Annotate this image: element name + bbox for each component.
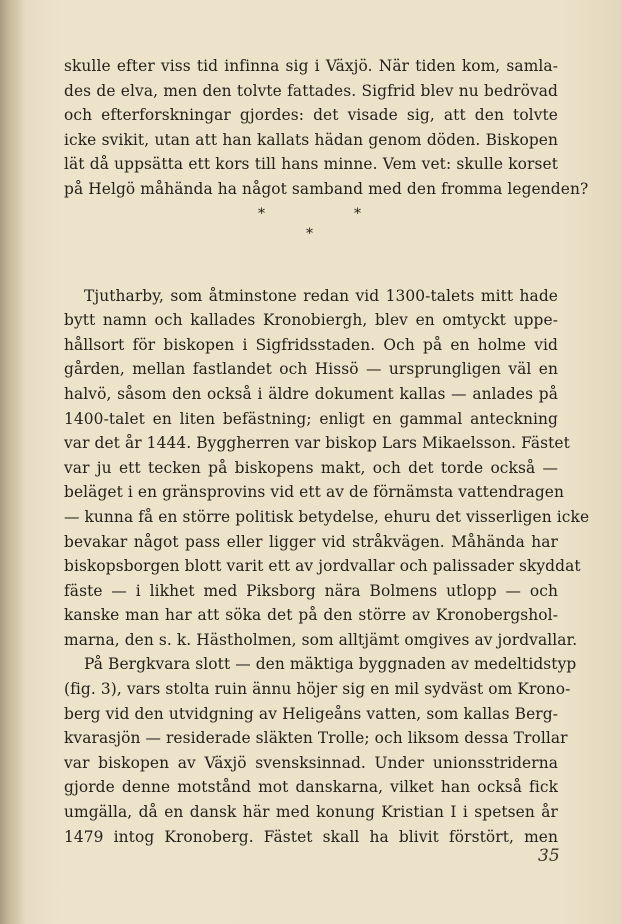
text-line: biskopsborgen blott varit ett av jordvallar och palissader skyddat <box>64 557 581 576</box>
paragraph-2 <box>64 284 590 653</box>
text-line: (fig. 3), vars stolta ruin ännu höjer sig en mil sydväst om Krono- <box>64 680 571 699</box>
separator-star: * <box>354 205 361 222</box>
text-line: hållsort för biskopen i Sigfridsstaden. Och på en holme vid <box>64 335 558 354</box>
text-line: halvö, såsom den också i äldre dokument kallas — anlades på <box>64 384 558 403</box>
text-line: icke svikit, utan att han kallats hädan genom döden. Biskopen <box>64 130 558 149</box>
text-line: 1400-talet en liten befästning; enligt en gammal anteckning <box>64 409 558 428</box>
section-separator <box>64 202 558 226</box>
separator-star: * <box>258 205 265 222</box>
text-line: beläget i en gränsprovins vid ett av de förnämsta vattendragen <box>64 483 565 502</box>
text-line: bytt namn och kallades Kronobiergh, blev en omtyckt uppe- <box>64 311 558 330</box>
text-line: och efterforskningar gjordes: det visade sig, att den tolvte <box>64 106 558 125</box>
page-gutter-shadow <box>0 0 26 924</box>
text-line: Tjutharby, som åtminstone redan vid 1300-talets mitt hade <box>84 286 558 305</box>
text-line: umgälla, då en dansk här med konung Kristian I i spetsen år <box>64 803 558 822</box>
text-line: 1479 intog Kronoberg. Fästet skall ha blivit förstört, men <box>64 827 558 846</box>
paragraph-1 <box>64 54 589 202</box>
text-line: skulle efter viss tid infinna sig i Växjö. När tiden kom, samla- <box>64 57 558 75</box>
text-line: des de elva, men den tolvte fattades. Sigfrid blev nu bedrövad <box>64 81 558 100</box>
separator-star: * <box>306 225 313 242</box>
text-line: kvarasjön — residerade släkten Trolle; och liksom dessa Trollar <box>64 729 568 748</box>
body-text <box>64 54 590 849</box>
text-line: var ju ett tecken på biskopens makt, och det torde också — <box>64 458 558 477</box>
text-line: var biskopen av Växjö svensksinnad. Under unionsstriderna <box>64 753 558 772</box>
text-line: gården, mellan fastlandet och Hissö — ursprungligen väl en <box>64 360 558 379</box>
text-line: fäste — i likhet med Piksborg nära Bolmens utlopp — och <box>64 581 558 600</box>
text-line: berg vid den utvidgning av Heligeåns vatten, som kallas Berg- <box>64 704 558 723</box>
text-line: gjorde denne motstånd mot danskarna, vilket han också fick <box>64 778 558 797</box>
text-line: kanske man har att söka det på den större av Kronobergshol- <box>64 606 558 625</box>
text-line: marna, den s. k. Hästholmen, som alltjämt omgives av jordvallar. <box>64 630 578 649</box>
text-line: bevakar något pass eller ligger vid stråkvägen. Måhända har <box>64 532 558 551</box>
page-number: 35 <box>538 846 560 866</box>
text-line: — kunna få en större politisk betydelse, ehuru det visserligen icke <box>64 507 590 526</box>
text-line: lät då uppsätta ett kors till hans minne. Vem vet: skulle korset <box>64 155 558 174</box>
text-line: på Helgö måhända ha något samband med den fromma legenden? <box>64 179 589 198</box>
text-line: var det år 1444. Byggherren var biskop Lars Mikaelsson. Fästet <box>64 434 570 453</box>
section-separator-lower <box>64 226 558 250</box>
text-line: På Bergkvara slott — den mäktiga byggnaden av medeltidstyp <box>84 655 577 674</box>
paragraph-3 <box>64 652 577 849</box>
